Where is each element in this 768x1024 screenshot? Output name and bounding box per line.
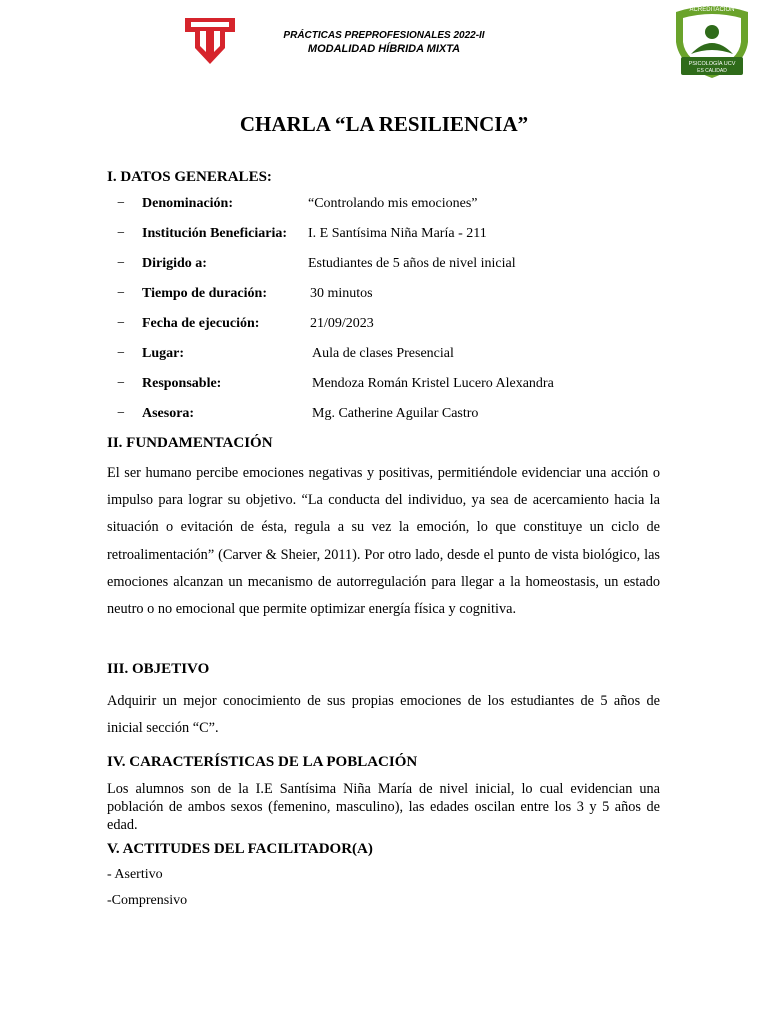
section-4-heading: IV. CARACTERÍSTICAS DE LA POBLACIÓN [107, 754, 418, 770]
dash-bullet: − [117, 226, 125, 241]
dash-bullet: − [117, 256, 125, 271]
dash-bullet: − [117, 316, 125, 331]
section-4-paragraph: Los alumnos son de la I.E Santísima Niña María de nivel inicial, lo cual evidencian una población de ambos sexos (femenino, masculino), las edades oscilan entre los 3 y 5 años de edad. [107, 781, 660, 833]
section-2-heading: II. FUNDAMENTACIÓN [107, 435, 273, 451]
section-3-heading: III. OBJETIVO [107, 661, 210, 677]
row-label: Dirigido a: [142, 256, 207, 271]
row-value: Mendoza Román Kristel Lucero Alexandra [312, 376, 554, 391]
list-item: - Asertivo [107, 867, 163, 882]
header-line-2: MODALIDAD HÍBRIDA MIXTA [307, 43, 461, 55]
section-2-paragraph: El ser humano percibe emociones negativas y positivas, permitiéndole evidenciar una acción o impulso para lograr su objetivo. “La conducta del individuo, ya sea de acercamiento hacia la situación o evitación de ésta, regula a su vez la emoción, lo que constituye un ciclo de retroalimentación” (Carver & Sheier, 2011). Por otro lado, desde el punto de vista biológico, las emociones alcanzan un mecanismo de autorregulación para llegar a la homeostasis, un estado neutro o no emocional que permite optimizar energía física y cognitiva. [107, 465, 660, 618]
logo-bottom-text-2: ES CALIDAD [697, 68, 727, 74]
row-value: Mg. Catherine Aguilar Castro [312, 406, 479, 421]
row-label: Tiempo de duración: [142, 286, 267, 301]
row-label: Institución Beneficiaria: [142, 226, 288, 241]
dash-bullet: − [117, 376, 125, 391]
logo-bottom-text-1: PSICOLOGÍA UCV [688, 61, 736, 67]
header-line-1: PRÁCTICAS PREPROFESIONALES 2022-II [283, 30, 485, 41]
section-3-paragraph: Adquirir un mejor conocimiento de sus propias emociones de los estudiantes de 5 años de inicial sección “C”. [107, 693, 660, 737]
accreditation-logo [673, 2, 751, 80]
section-5-heading: V. ACTITUDES DEL FACILITADOR(A) [107, 841, 373, 857]
row-label: Fecha de ejecución: [142, 316, 260, 331]
row-label: Denominación: [142, 196, 233, 211]
dash-bullet: − [117, 286, 125, 301]
row-value: 30 minutos [310, 286, 373, 301]
row-value: Aula de clases Presencial [312, 346, 454, 361]
logo-top-text: ACREDITACIÓN [689, 7, 735, 13]
document-title: CHARLA “LA RESILIENCIA” [239, 112, 529, 136]
dash-bullet: − [117, 346, 125, 361]
row-label: Asesora: [142, 406, 195, 421]
row-value: I. E Santísima Niña María - 211 [308, 226, 487, 241]
dash-bullet: − [117, 406, 125, 421]
dash-bullet: − [117, 196, 125, 211]
list-item: -Comprensivo [107, 893, 188, 908]
row-value: Estudiantes de 5 años de nivel inicial [308, 256, 516, 271]
row-label: Lugar: [142, 346, 184, 361]
row-value: 21/09/2023 [310, 316, 374, 331]
section-1-heading: I. DATOS GENERALES: [107, 169, 272, 185]
row-label: Responsable: [142, 376, 222, 391]
row-value: “Controlando mis emociones” [308, 196, 478, 211]
